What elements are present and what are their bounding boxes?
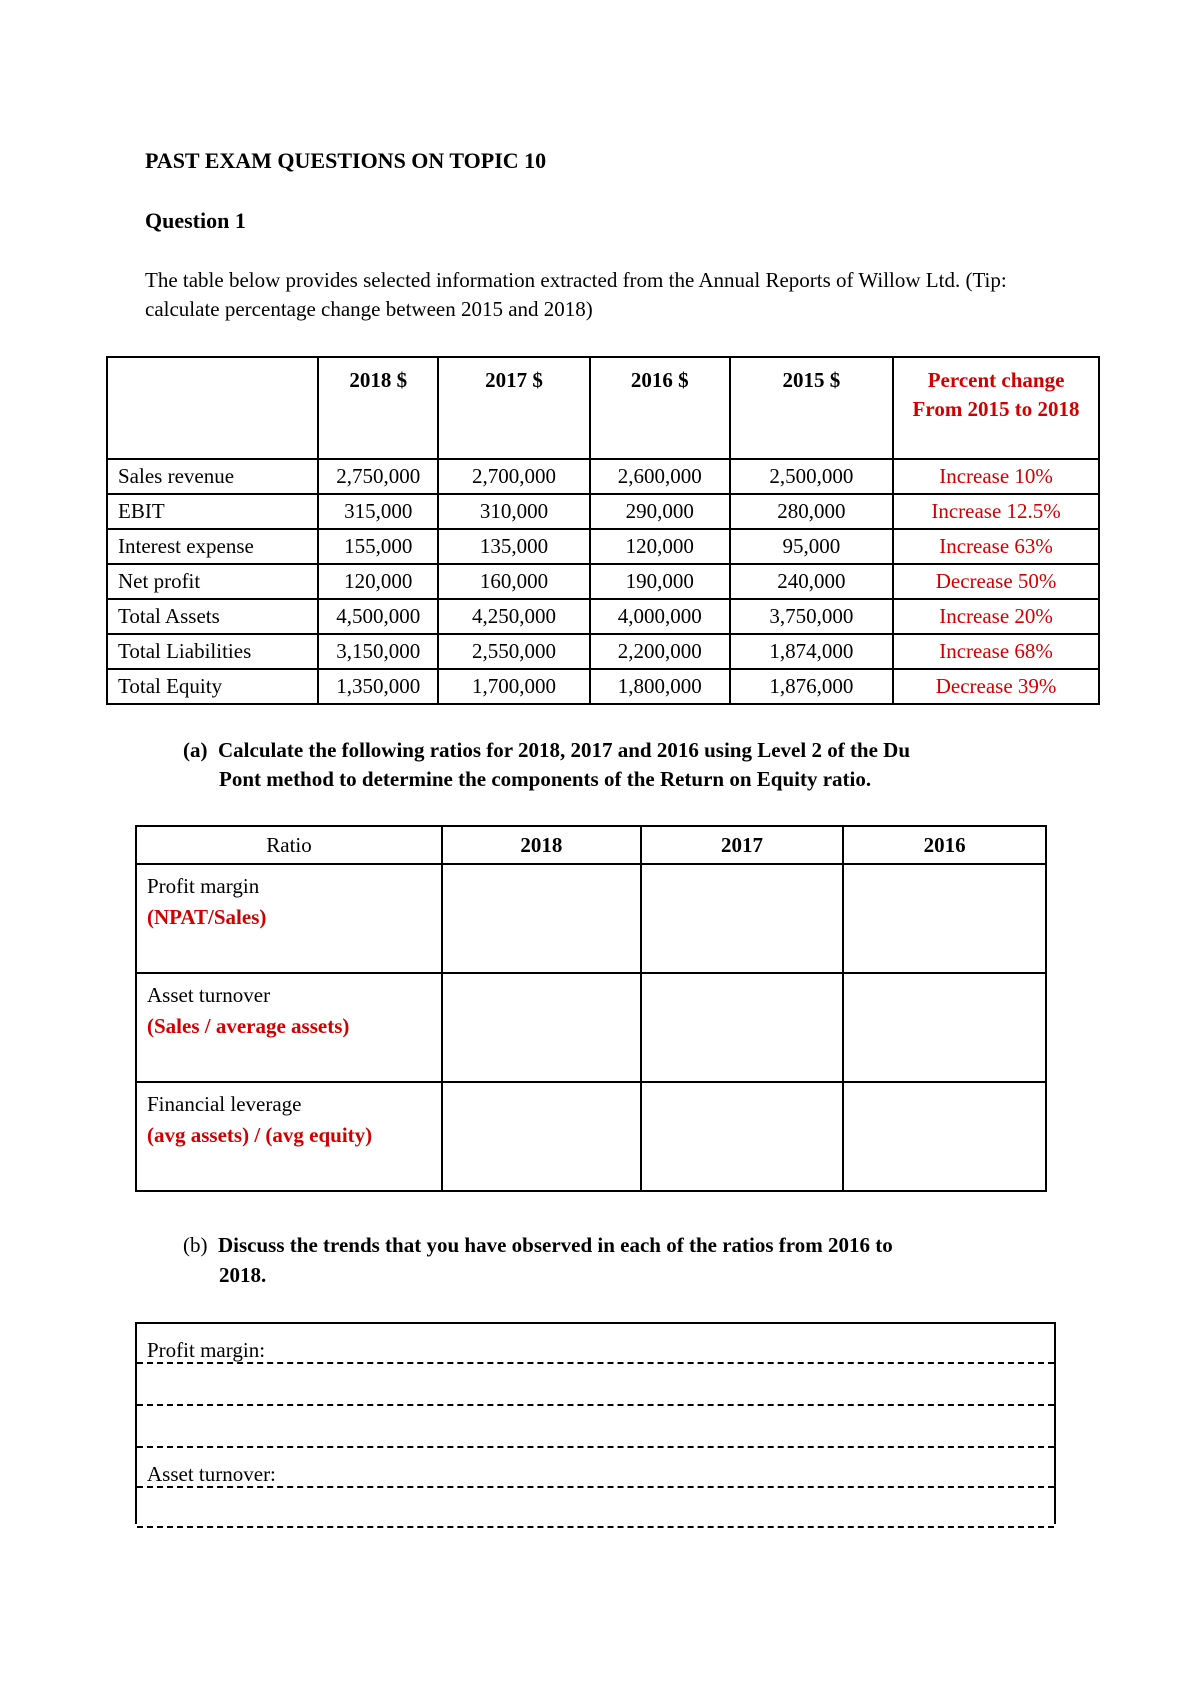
answer-cell[interactable] xyxy=(843,864,1046,973)
value-cell: 1,876,000 xyxy=(730,669,894,704)
answer-line[interactable] xyxy=(137,1408,1054,1448)
value-cell: 120,000 xyxy=(318,564,438,599)
part-a-line2: Pont method to determine the components of the Return on Equity ratio. xyxy=(219,767,872,791)
percent-change-cell: Increase 68% xyxy=(893,634,1099,669)
header-cell: 2016 $ xyxy=(590,357,730,459)
value-cell: 2,200,000 xyxy=(590,634,730,669)
answer-cell[interactable] xyxy=(641,973,844,1082)
table-row xyxy=(107,529,1099,564)
ratio-formula: (avg assets) / (avg equity) xyxy=(147,1123,373,1147)
value-cell: 155,000 xyxy=(318,529,438,564)
part-b-question xyxy=(183,1230,1063,1290)
value-cell: 160,000 xyxy=(438,564,590,599)
answer-box[interactable] xyxy=(135,1322,1056,1524)
answer-line[interactable]: Asset turnover: xyxy=(137,1448,1054,1488)
part-a-line1: Calculate the following ratios for 2018, 2017 and 2016 using Level 2 of the Du xyxy=(218,738,911,762)
ratio-table xyxy=(135,825,1047,1192)
table-row xyxy=(107,669,1099,704)
table-row xyxy=(107,634,1099,669)
part-b-line1: Discuss the trends that you have observed in each of the ratios from 2016 to xyxy=(218,1233,893,1257)
answer-line[interactable] xyxy=(137,1366,1054,1406)
part-a-question xyxy=(183,736,1063,794)
answer-cell[interactable] xyxy=(843,973,1046,1082)
answer-cell[interactable] xyxy=(442,1082,641,1191)
value-cell: 280,000 xyxy=(730,494,894,529)
value-cell: 315,000 xyxy=(318,494,438,529)
percent-change-cell: Increase 12.5% xyxy=(893,494,1099,529)
percent-change-cell: Increase 63% xyxy=(893,529,1099,564)
percent-change-cell: Decrease 50% xyxy=(893,564,1099,599)
value-cell: 4,000,000 xyxy=(590,599,730,634)
ratio-row xyxy=(136,973,1046,1082)
ratio-header: Ratio xyxy=(136,826,442,864)
row-label: EBIT xyxy=(107,494,318,529)
value-cell: 120,000 xyxy=(590,529,730,564)
value-cell: 1,874,000 xyxy=(730,634,894,669)
value-cell: 1,700,000 xyxy=(438,669,590,704)
value-cell: 135,000 xyxy=(438,529,590,564)
ratio-name: Asset turnover xyxy=(147,983,271,1007)
table-row xyxy=(107,459,1099,494)
ratio-header-row xyxy=(136,826,1046,864)
row-label: Interest expense xyxy=(107,529,318,564)
answer-cell[interactable] xyxy=(641,864,844,973)
header-cell xyxy=(107,357,318,459)
value-cell: 2,550,000 xyxy=(438,634,590,669)
answer-line[interactable] xyxy=(137,1488,1054,1528)
percent-change-cell: Increase 10% xyxy=(893,459,1099,494)
value-cell: 95,000 xyxy=(730,529,894,564)
row-label: Total Equity xyxy=(107,669,318,704)
ratio-row xyxy=(136,1082,1046,1191)
ratio-label-cell xyxy=(136,1082,442,1191)
ratio-label-cell xyxy=(136,973,442,1082)
year-header: 2017 xyxy=(641,826,844,864)
part-b-line2: 2018. xyxy=(219,1263,267,1287)
answer-cell[interactable] xyxy=(641,1082,844,1191)
question-title: Question 1 xyxy=(145,208,246,233)
part-a-label: (a) xyxy=(183,738,208,762)
value-cell: 2,700,000 xyxy=(438,459,590,494)
table-header-row xyxy=(107,357,1099,459)
row-label: Total Assets xyxy=(107,599,318,634)
value-cell: 310,000 xyxy=(438,494,590,529)
year-header: 2016 xyxy=(843,826,1046,864)
intro-paragraph: The table below provides selected information extracted from the Annual Reports of Willow Ltd. (Tip: calculate percentage change between 2015 and 2018) xyxy=(145,268,1007,321)
header-cell-percent-change xyxy=(893,357,1099,459)
answer-cell[interactable] xyxy=(843,1082,1046,1191)
value-cell: 3,150,000 xyxy=(318,634,438,669)
year-header: 2018 xyxy=(442,826,641,864)
answer-line[interactable]: Profit margin: xyxy=(137,1324,1054,1364)
ratio-row xyxy=(136,864,1046,973)
value-cell: 4,500,000 xyxy=(318,599,438,634)
header-cell xyxy=(438,357,590,459)
percent-change-header: Percent change From 2015 to 2018 xyxy=(912,368,1080,421)
page-heading: PAST EXAM QUESTIONS ON TOPIC 10 xyxy=(145,148,547,173)
row-label: Net profit xyxy=(107,564,318,599)
row-label: Sales revenue xyxy=(107,459,318,494)
value-cell: 2,600,000 xyxy=(590,459,730,494)
value-cell: 190,000 xyxy=(590,564,730,599)
ratio-name: Financial leverage xyxy=(147,1092,302,1116)
financial-data-table xyxy=(106,356,1100,705)
answer-cell[interactable] xyxy=(442,864,641,973)
value-cell: 1,350,000 xyxy=(318,669,438,704)
ratio-formula: (Sales / average assets) xyxy=(147,1014,350,1038)
value-cell: 2,500,000 xyxy=(730,459,894,494)
header-2017: 2017 $ xyxy=(485,368,543,392)
value-cell: 290,000 xyxy=(590,494,730,529)
ratio-name: Profit margin xyxy=(147,874,260,898)
table-row xyxy=(107,564,1099,599)
header-cell: 2015 $ xyxy=(730,357,894,459)
percent-change-cell: Increase 20% xyxy=(893,599,1099,634)
part-b-label: (b) xyxy=(183,1233,208,1257)
value-cell: 3,750,000 xyxy=(730,599,894,634)
answer-cell[interactable] xyxy=(442,973,641,1082)
row-label: Total Liabilities xyxy=(107,634,318,669)
ratio-formula: (NPAT/Sales) xyxy=(147,905,267,929)
value-cell: 1,800,000 xyxy=(590,669,730,704)
table-row xyxy=(107,494,1099,529)
table-row xyxy=(107,599,1099,634)
ratio-label-cell xyxy=(136,864,442,973)
value-cell: 240,000 xyxy=(730,564,894,599)
value-cell: 4,250,000 xyxy=(438,599,590,634)
percent-change-cell: Decrease 39% xyxy=(893,669,1099,704)
header-cell: 2018 $ xyxy=(318,357,438,459)
value-cell: 2,750,000 xyxy=(318,459,438,494)
